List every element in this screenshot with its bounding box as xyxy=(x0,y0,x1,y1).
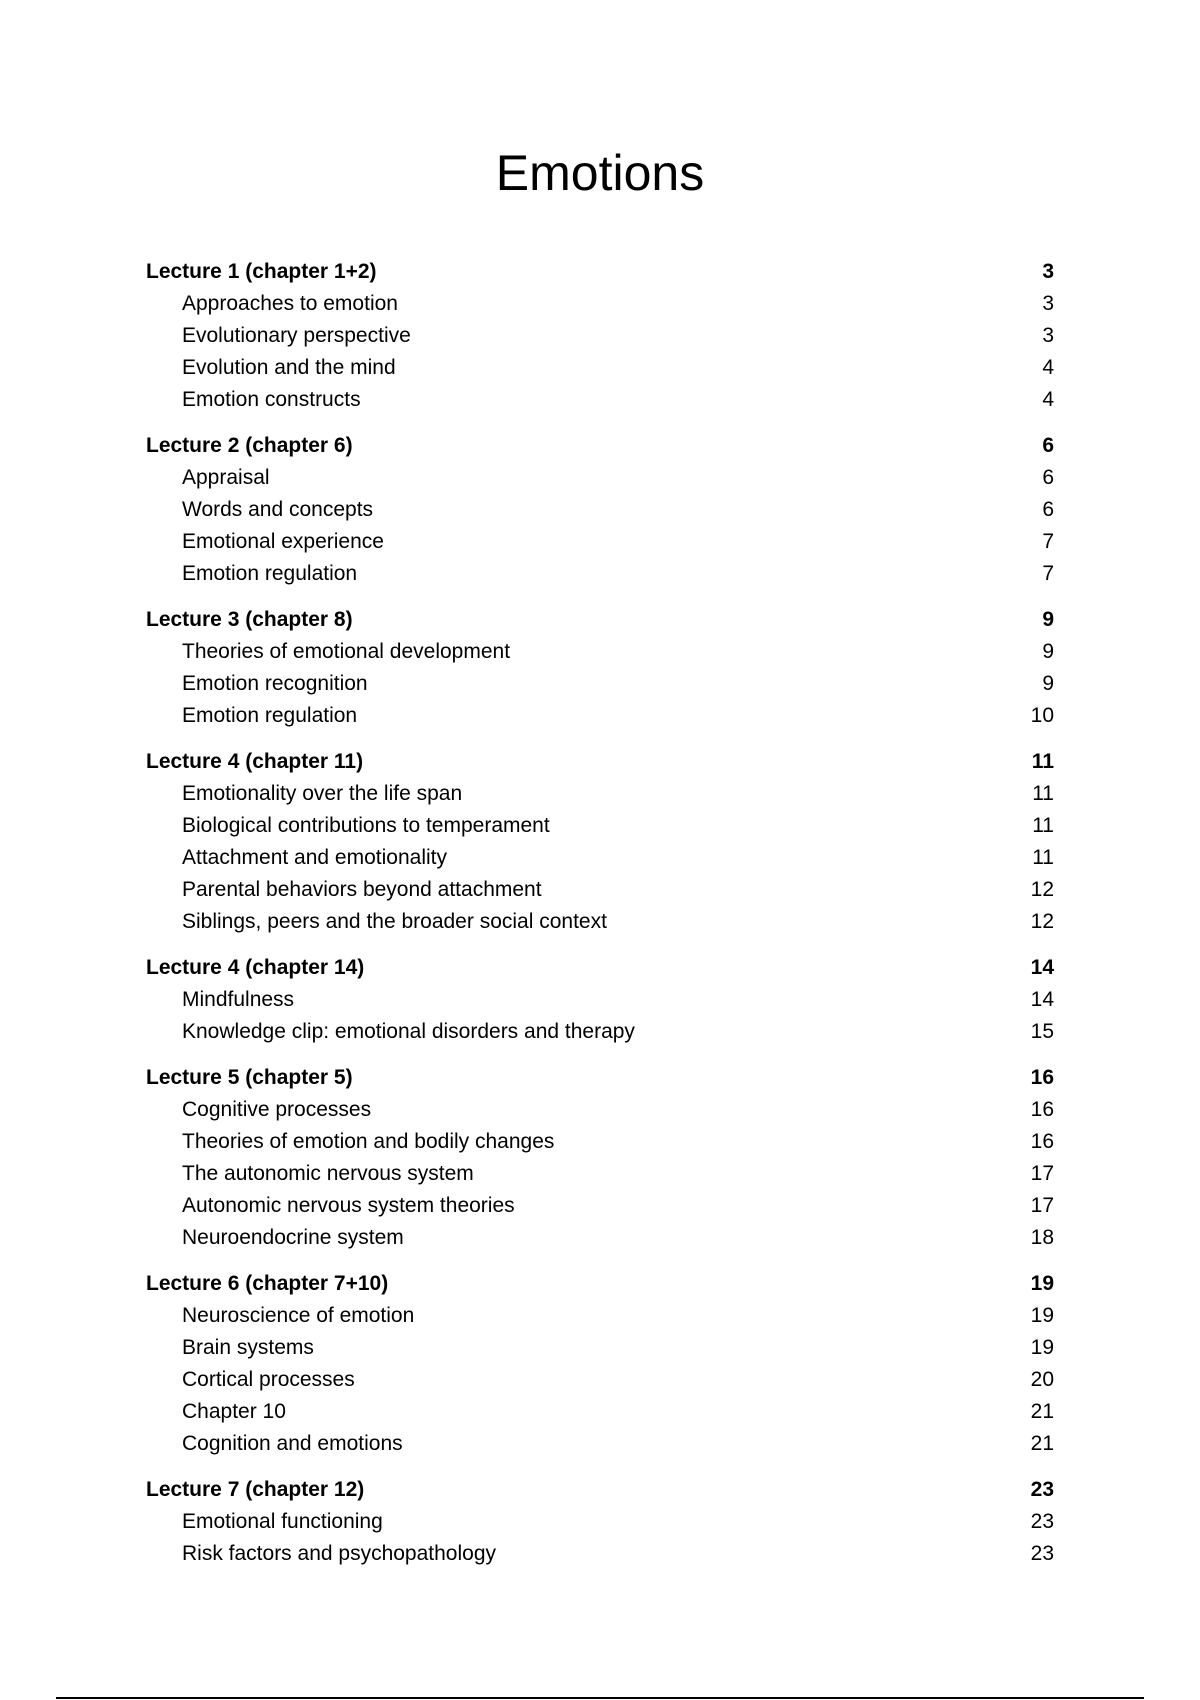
toc-entry-label: Chapter 10 xyxy=(182,1400,286,1423)
toc-entry-label: Emotionality over the life span xyxy=(182,782,463,805)
toc-entry-label: Emotion constructs xyxy=(182,388,361,411)
toc-entry-label: Cognition and emotions xyxy=(182,1432,403,1455)
toc-entry-row[interactable] xyxy=(146,842,1054,874)
table-of-contents xyxy=(146,256,1054,1584)
toc-entry-page: 17 xyxy=(1030,1194,1054,1217)
toc-heading-row[interactable] xyxy=(146,430,1054,462)
toc-heading-label: Lecture 5 (chapter 5) xyxy=(146,1066,353,1089)
toc-entry-label: Neuroendocrine system xyxy=(182,1226,404,1249)
toc-entry-label: Evolution and the mind xyxy=(182,356,396,379)
toc-section xyxy=(146,952,1054,1048)
toc-entry-page: 7 xyxy=(1042,530,1054,553)
toc-heading-page: 9 xyxy=(1042,608,1054,631)
toc-entry-row[interactable] xyxy=(146,1428,1054,1460)
toc-entry-label: Mindfulness xyxy=(182,988,295,1011)
toc-heading-row[interactable] xyxy=(146,1062,1054,1094)
footer-divider xyxy=(56,1697,1144,1699)
toc-entry-page: 21 xyxy=(1030,1400,1054,1423)
toc-entry-row[interactable] xyxy=(146,1158,1054,1190)
toc-entry-page: 19 xyxy=(1030,1304,1054,1327)
toc-entry-page: 21 xyxy=(1030,1432,1054,1455)
toc-heading-label: Lecture 6 (chapter 7+10) xyxy=(146,1272,389,1295)
toc-entry-row[interactable] xyxy=(146,526,1054,558)
toc-entry-label: Brain systems xyxy=(182,1336,314,1359)
toc-entry-page: 15 xyxy=(1030,1020,1054,1043)
toc-entry-page: 12 xyxy=(1030,878,1054,901)
toc-entry-row[interactable] xyxy=(146,462,1054,494)
toc-entry-row[interactable] xyxy=(146,1300,1054,1332)
toc-entry-label: Cortical processes xyxy=(182,1368,355,1391)
toc-entry-label: Siblings, peers and the broader social context xyxy=(182,910,607,933)
toc-heading-label: Lecture 7 (chapter 12) xyxy=(146,1478,365,1501)
toc-entry-page: 20 xyxy=(1030,1368,1054,1391)
toc-entry-page: 6 xyxy=(1042,498,1054,521)
toc-entry-label: Knowledge clip: emotional disorders and therapy xyxy=(182,1020,635,1043)
toc-heading-label: Lecture 2 (chapter 6) xyxy=(146,434,353,457)
toc-entry-page: 18 xyxy=(1030,1226,1054,1249)
toc-entry-row[interactable] xyxy=(146,1506,1054,1538)
toc-entry-page: 12 xyxy=(1030,910,1054,933)
toc-entry-row[interactable] xyxy=(146,1016,1054,1048)
toc-entry-row[interactable] xyxy=(146,1126,1054,1158)
toc-heading-page: 11 xyxy=(1031,750,1054,773)
toc-entry-page: 4 xyxy=(1042,356,1054,379)
toc-entry-label: Words and concepts xyxy=(182,498,374,521)
toc-entry-row[interactable] xyxy=(146,1190,1054,1222)
toc-entry-row[interactable] xyxy=(146,778,1054,810)
toc-entry-page: 16 xyxy=(1030,1098,1054,1121)
toc-entry-label: Biological contributions to temperament xyxy=(182,814,550,837)
toc-heading-row[interactable] xyxy=(146,746,1054,778)
toc-entry-page: 4 xyxy=(1042,388,1054,411)
toc-section xyxy=(146,1474,1054,1570)
toc-entry-page: 19 xyxy=(1030,1336,1054,1359)
toc-entry-page: 7 xyxy=(1042,562,1054,585)
toc-entry-page: 6 xyxy=(1042,466,1054,489)
page-title: Emotions xyxy=(495,145,705,201)
toc-entry-row[interactable] xyxy=(146,558,1054,590)
toc-entry-label: Appraisal xyxy=(182,466,270,489)
toc-entry-label: Emotional experience xyxy=(182,530,384,553)
toc-entry-page: 14 xyxy=(1030,988,1054,1011)
toc-entry-label: Emotion regulation xyxy=(182,704,358,727)
toc-entry-page: 9 xyxy=(1042,640,1054,663)
toc-heading-row[interactable] xyxy=(146,1268,1054,1300)
toc-entry-row[interactable] xyxy=(146,1332,1054,1364)
toc-entry-row[interactable] xyxy=(146,320,1054,352)
toc-entry-label: Cognitive processes xyxy=(182,1098,372,1121)
toc-entry-row[interactable] xyxy=(146,384,1054,416)
toc-heading-page: 19 xyxy=(1030,1272,1054,1295)
toc-heading-label: Lecture 3 (chapter 8) xyxy=(146,608,353,631)
toc-entry-page: 9 xyxy=(1042,672,1054,695)
toc-entry-row[interactable] xyxy=(146,288,1054,320)
toc-entry-page: 3 xyxy=(1042,324,1054,347)
toc-entry-row[interactable] xyxy=(146,668,1054,700)
toc-entry-page: 11 xyxy=(1032,846,1054,869)
toc-entry-label: Evolutionary perspective xyxy=(182,324,411,347)
toc-entry-row[interactable] xyxy=(146,984,1054,1016)
toc-entry-label: Attachment and emotionality xyxy=(182,846,447,869)
toc-entry-row[interactable] xyxy=(146,700,1054,732)
toc-section xyxy=(146,746,1054,938)
toc-entry-label: Autonomic nervous system theories xyxy=(182,1194,515,1217)
toc-entry-page: 11 xyxy=(1032,782,1054,805)
toc-heading-row[interactable] xyxy=(146,952,1054,984)
toc-entry-page: 23 xyxy=(1030,1542,1054,1565)
toc-heading-page: 6 xyxy=(1042,434,1054,457)
toc-heading-page: 16 xyxy=(1030,1066,1054,1089)
toc-entry-label: Theories of emotional development xyxy=(182,640,511,663)
toc-section xyxy=(146,604,1054,732)
toc-entry-row[interactable] xyxy=(146,874,1054,906)
toc-entry-page: 3 xyxy=(1042,292,1054,315)
toc-entry-page: 10 xyxy=(1030,704,1054,727)
toc-entry-page: 23 xyxy=(1030,1510,1054,1533)
toc-entry-page: 16 xyxy=(1030,1130,1054,1153)
toc-entry-row[interactable] xyxy=(146,810,1054,842)
toc-heading-row[interactable] xyxy=(146,256,1054,288)
toc-heading-page: 3 xyxy=(1042,260,1054,283)
toc-entry-label: Approaches to emotion xyxy=(182,292,398,315)
toc-entry-row[interactable] xyxy=(146,1538,1054,1570)
toc-heading-label: Lecture 4 (chapter 11) xyxy=(146,750,364,773)
toc-entry-page: 17 xyxy=(1030,1162,1054,1185)
toc-entry-row[interactable] xyxy=(146,1364,1054,1396)
toc-entry-row[interactable] xyxy=(146,1094,1054,1126)
toc-heading-row[interactable] xyxy=(146,1474,1054,1506)
toc-heading-label: Lecture 1 (chapter 1+2) xyxy=(146,260,377,283)
toc-heading-page: 23 xyxy=(1030,1478,1054,1501)
toc-entry-label: Emotional functioning xyxy=(182,1510,383,1533)
toc-section xyxy=(146,1268,1054,1460)
toc-entry-row[interactable] xyxy=(146,1222,1054,1254)
toc-entry-row[interactable] xyxy=(146,494,1054,526)
toc-section xyxy=(146,1062,1054,1254)
toc-entry-label: Risk factors and psychopathology xyxy=(182,1542,497,1565)
toc-entry-label: Emotion recognition xyxy=(182,672,368,695)
toc-heading-label: Lecture 4 (chapter 14) xyxy=(146,956,365,979)
toc-section xyxy=(146,256,1054,416)
toc-entry-row[interactable] xyxy=(146,906,1054,938)
toc-entry-label: Neuroscience of emotion xyxy=(182,1304,415,1327)
toc-entry-page: 11 xyxy=(1032,814,1054,837)
toc-entry-row[interactable] xyxy=(146,1396,1054,1428)
toc-heading-row[interactable] xyxy=(146,604,1054,636)
toc-entry-label: Parental behaviors beyond attachment xyxy=(182,878,542,901)
toc-entry-row[interactable] xyxy=(146,352,1054,384)
toc-section xyxy=(146,430,1054,590)
toc-entry-label: Theories of emotion and bodily changes xyxy=(182,1130,555,1153)
toc-entry-row[interactable] xyxy=(146,636,1054,668)
toc-entry-label: Emotion regulation xyxy=(182,562,358,585)
toc-heading-page: 14 xyxy=(1030,956,1054,979)
toc-entry-label: The autonomic nervous system xyxy=(182,1162,474,1185)
